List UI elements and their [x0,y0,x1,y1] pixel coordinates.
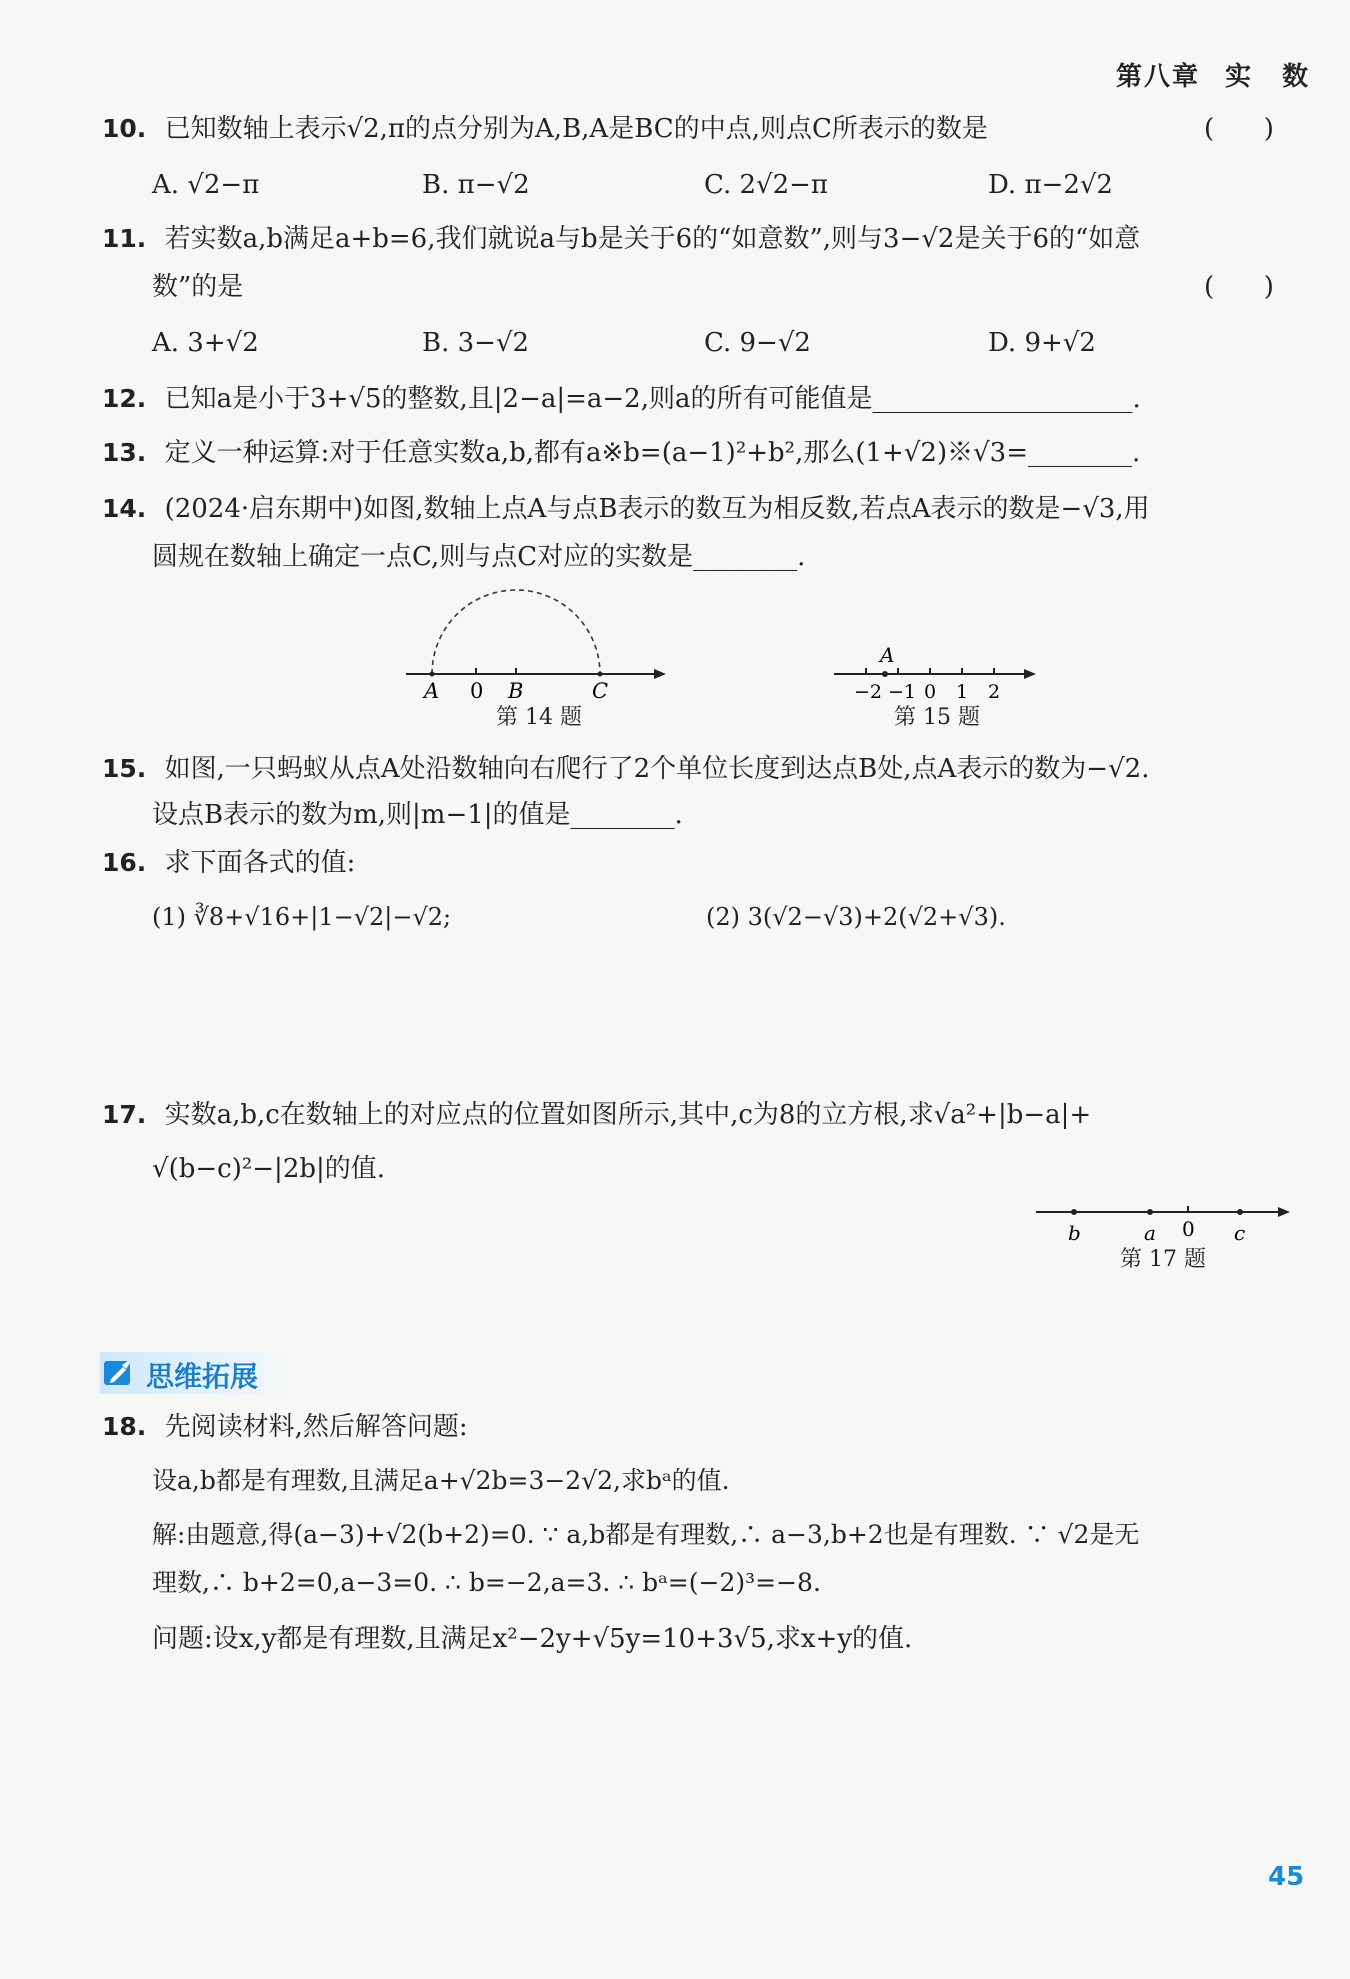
figure-17-caption: 第 17 题 [1120,1247,1206,1272]
arrow-head-icon [654,669,666,679]
chapter-header [1116,56,1310,93]
question-11 [102,222,1140,256]
point-c-dot [1237,1209,1243,1215]
option-c: C. 2√2−π [704,170,829,200]
question-17 [102,1098,1091,1132]
point-b-dot [1071,1209,1077,1215]
question-number: 18. [102,1412,147,1441]
tick-label: 2 [988,681,1001,703]
question-text: 已知a是小于3+√5的整数,且|2−a|=a−2,则a的所有可能值是____________________. [164,384,1141,414]
point-a-dot [882,671,888,677]
label-b: B [508,679,524,703]
option-a: A. √2−π [152,170,260,200]
question-text: 定义一种运算:对于任意实数a,b,都有a※b=(a−1)²+b²,那么(1+√2)※√3=________. [164,438,1141,468]
question-15 [102,752,1149,786]
question-15-line-2: 设点B表示的数为m,则|m−1|的值是________. [152,800,683,830]
question-11-line-2: 数”的是 [152,272,244,302]
question-text: 问题:设x,y都是有理数,且满足x²−2y+√5y=10+3√5,求x+y的值. [152,1624,913,1654]
section-title: 思维拓展 [146,1360,259,1393]
figure-15-caption: 第 15 题 [894,705,980,730]
question-16-part-1: (1) ∛8+√16+|1−√2|−√2; [152,903,452,931]
option-d: D. π−2√2 [988,170,1113,200]
tick-label: −2 [854,681,883,703]
question-17-line-2: √(b−c)²−|2b|的值. [152,1154,386,1184]
option-c: C. 9−√2 [704,328,811,358]
arrow-head-icon [1278,1207,1290,1217]
label-zero: 0 [1182,1217,1195,1241]
question-number: 15. [102,754,147,783]
point-a-dot [430,672,435,677]
question-number: 13. [102,438,147,467]
tick-label: −1 [888,681,917,703]
question-16-part-2: (2) 3(√2−√3)+2(√2+√3). [706,903,1006,931]
label-zero: 0 [470,679,484,703]
label-a: a [1144,1221,1156,1245]
chapter-title-2: 数 [1282,62,1311,92]
solution-line-2: 理数,∴ b+2=0,a−3=0. ∴ b=−2,a=3. ∴ bᵃ=(−2)³=−8. [152,1568,821,1597]
arrow-head-icon [1024,669,1036,679]
question-number: 10. [102,114,147,143]
question-number: 14. [102,494,147,523]
question-16 [102,846,355,880]
figure-14 [400,588,680,708]
point-a-dot [1147,1209,1153,1215]
question-text: 求下面各式的值: [164,848,356,878]
question-14 [102,492,1150,526]
question-number: 12. [102,384,147,413]
question-text: 若实数a,b满足a+b=6,我们就说a与b是关于6的“如意数”,则与3−√2是关于6的“如意 [164,224,1141,254]
question-13 [102,436,1140,470]
chapter-label: 第八章 [1116,62,1201,92]
answer-parentheses: ( ) [1204,114,1274,144]
question-18 [102,1410,468,1444]
label-c: c [1234,1221,1246,1245]
label-a: A [880,643,895,667]
page-number: 45 [1268,1862,1305,1892]
question-number: 11. [102,224,147,253]
question-12 [102,382,1141,416]
compass-arc [432,590,600,674]
solution-line-1: 解:由题意,得(a−3)+√2(b+2)=0. ∵ a,b都是有理数,∴ a−3,b+2也是有理数. ∵ √2是无 [152,1520,1140,1549]
label-b: b [1068,1221,1081,1245]
chapter-title-1: 实 [1225,62,1254,92]
question-text: (2024·启东期中)如图,数轴上点A与点B表示的数互为相反数,若点A表示的数是−√3,用 [164,494,1150,524]
option-b: B. 3−√2 [422,328,530,358]
figure-14-caption: 第 14 题 [496,705,582,730]
option-d: D. 9+√2 [988,328,1096,358]
question-number: 16. [102,848,147,877]
question-text: 先阅读材料,然后解答问题: [164,1412,468,1442]
answer-parentheses: ( ) [1204,272,1274,302]
question-text: 已知数轴上表示√2,π的点分别为A,B,A是BC的中点,则点C所表示的数是 [164,114,988,144]
question-14-line-2: 圆规在数轴上确定一点C,则与点C对应的实数是________. [152,542,806,572]
question-text: 如图,一只蚂蚁从点A处沿数轴向右爬行了2个单位长度到达点B处,点A表示的数为−√2. [164,754,1150,784]
pencil-box-icon [102,1357,134,1389]
option-b: B. π−√2 [422,170,530,200]
tick-label: 0 [924,681,937,703]
point-c-dot [598,672,603,677]
material-text: 设a,b都是有理数,且满足a+√2b=3−2√2,求bᵃ的值. [152,1466,730,1495]
section-header [100,1352,290,1394]
label-a: A [424,679,440,703]
label-c: C [592,679,609,703]
figure-15 [826,640,1046,708]
option-a: A. 3+√2 [152,328,259,358]
question-number: 17. [102,1100,147,1129]
tick-label: 1 [956,681,969,703]
question-10 [102,112,988,146]
question-text: 实数a,b,c在数轴上的对应点的位置如图所示,其中,c为8的立方根,求√a²+|b−a|+ [164,1100,1092,1130]
